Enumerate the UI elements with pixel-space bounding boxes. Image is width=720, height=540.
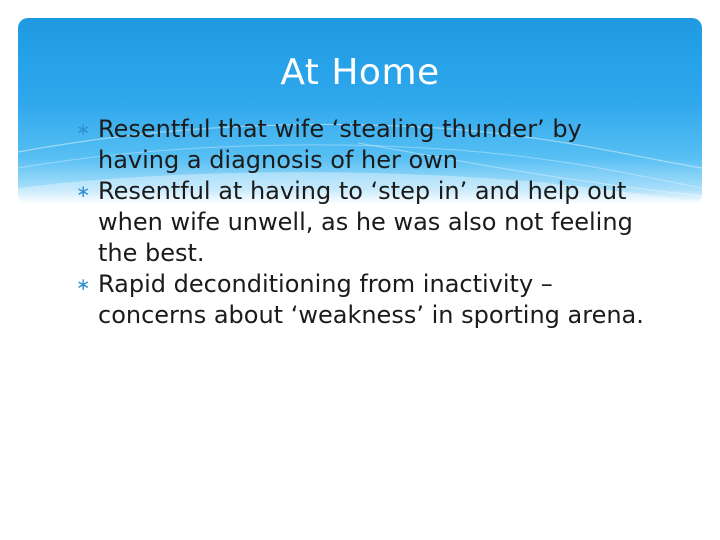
bullet-text: Resentful at having to ‘step in’ and help out when wife unwell, as he was also not feeling the best. xyxy=(98,177,633,267)
bullet-text: Resentful that wife ‘stealing thunder’ by having a diagnosis of her own xyxy=(98,115,582,174)
slide-title: At Home xyxy=(280,52,440,93)
asterisk-bullet-icon: ∗ xyxy=(76,275,91,295)
bullet-item xyxy=(76,176,656,269)
asterisk-bullet-icon: ∗ xyxy=(76,120,91,140)
bullet-list xyxy=(76,114,656,331)
bullet-item xyxy=(76,269,656,331)
asterisk-bullet-icon: ∗ xyxy=(76,182,91,202)
bullet-text: Rapid deconditioning from inactivity – concerns about ‘weakness’ in sporting arena. xyxy=(98,270,644,329)
bullet-item xyxy=(76,114,656,176)
